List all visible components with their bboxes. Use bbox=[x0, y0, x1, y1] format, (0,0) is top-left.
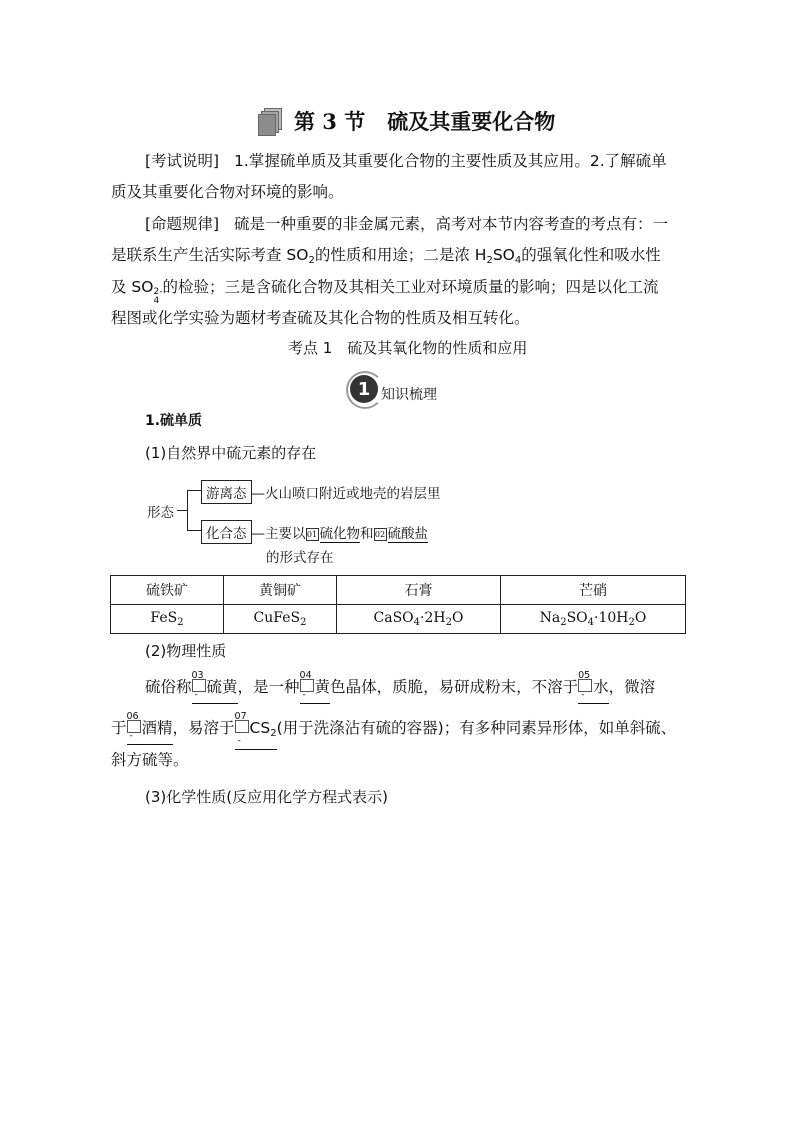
fill-blank-07: 07 $CS_2$ - bbox=[235, 713, 277, 750]
proposition-rules-line4: 程图或化学实验为题材考查硫及其化合物的性质及相互转化。 bbox=[111, 309, 530, 327]
physical-properties-line3: 斜方硫等。 bbox=[111, 751, 189, 769]
number-one-icon: 1 bbox=[350, 375, 378, 403]
page-title bbox=[294, 106, 555, 136]
formula-cell: CuFeS$_2$ bbox=[224, 605, 337, 634]
proposition-rules-line3: 及 SO 2- 4 的检验；三是含硫化合物及其相关工业对环境质量的影响；四是以化工流 bbox=[111, 278, 659, 306]
table-header-cell: 石膏 bbox=[337, 576, 501, 605]
formula-cell: $CaSO_4\cdot 2H_2O$ bbox=[337, 605, 501, 634]
physical-properties-line2: 于 06 酒精 - ，易溶于 07 $CS_2$ - (用于洗涤沾有硫的容器)；有多种同素异形体，如单斜硫、 bbox=[111, 713, 676, 750]
diagram-branch-combined: 化合态 —主要以01 硫化物和02 硫酸盐 bbox=[201, 520, 428, 544]
table-header-cell: 黄铜矿 bbox=[224, 576, 337, 605]
topic-title: 考点 1 硫及其氧化物的性质和应用 bbox=[288, 339, 528, 357]
knowledge-badge bbox=[350, 374, 437, 404]
formula-cell: FeS$_2$ bbox=[111, 605, 224, 634]
exam-description-label: [考试说明] bbox=[145, 152, 220, 170]
exam-description-line2: 质及其重要化合物对环境的影响。 bbox=[111, 183, 344, 201]
minerals-table bbox=[110, 575, 686, 634]
knowledge-badge-label: 知识梳理 bbox=[381, 387, 437, 403]
section-number: 第 3 节 bbox=[294, 109, 366, 134]
section-title-bar bbox=[258, 104, 555, 138]
section-heading: 1.硫单质 bbox=[145, 413, 203, 429]
table-header-row bbox=[111, 576, 686, 605]
book-icon bbox=[258, 108, 284, 134]
free-state-box: 游离态 bbox=[201, 480, 252, 504]
table-header-cell: 芒硝 bbox=[501, 576, 686, 605]
proposition-rules-line2: 是联系生产生活实际考查 $SO_2$的性质和用途；二是浓 $H_2SO_4$的强氧化性和吸水性 bbox=[111, 246, 661, 266]
diagram-branch-free: 游离态 —火山喷口附近或地壳的岩层里 bbox=[201, 480, 441, 504]
table-row bbox=[111, 605, 686, 634]
physical-properties-line1: 硫俗称 03 硫黄 - ，是一种 04 黄 - 色晶体，质脆，易研成粉末，不溶于 05 水 - ，微溶 bbox=[145, 672, 655, 704]
blank-01: 01 bbox=[306, 530, 318, 539]
combined-state-box: 化合态 bbox=[201, 520, 252, 544]
diagram-root: 形态 bbox=[147, 505, 174, 521]
fill-blank-06: 06 酒精 - bbox=[127, 713, 173, 745]
exam-description-line1 bbox=[145, 146, 667, 177]
subsection-3: (3)化学性质(反应用化学方程式表示) bbox=[145, 788, 388, 806]
subsection-2: (2)物理性质 bbox=[145, 642, 227, 660]
section-title: 硫及其重要化合物 bbox=[387, 109, 556, 134]
subsection-1: (1)自然界中硫元素的存在 bbox=[145, 444, 317, 462]
proposition-rules-line1: [命题规律] 硫是一种重要的非金属元素，高考对本节内容考查的考点有：一 bbox=[145, 215, 669, 233]
blank-02: 02 bbox=[374, 530, 386, 539]
formula-cell: $Na_2SO_4\cdot 10H_2O$ bbox=[501, 605, 686, 634]
diagram-tail: 的形式存在 bbox=[266, 550, 334, 566]
fill-blank-04: 04 黄 - bbox=[300, 672, 331, 704]
exam-description-text: 1.掌握硫单质及其重要化合物的主要性质及其应用。2.了解硫单 bbox=[234, 152, 667, 170]
fill-blank-03: 03 硫黄 - bbox=[192, 672, 238, 704]
fill-blank-05: 05 水 - bbox=[578, 672, 609, 704]
proposition-rules-label: [命题规律] bbox=[145, 215, 220, 233]
table-header-cell: 硫铁矿 bbox=[111, 576, 224, 605]
